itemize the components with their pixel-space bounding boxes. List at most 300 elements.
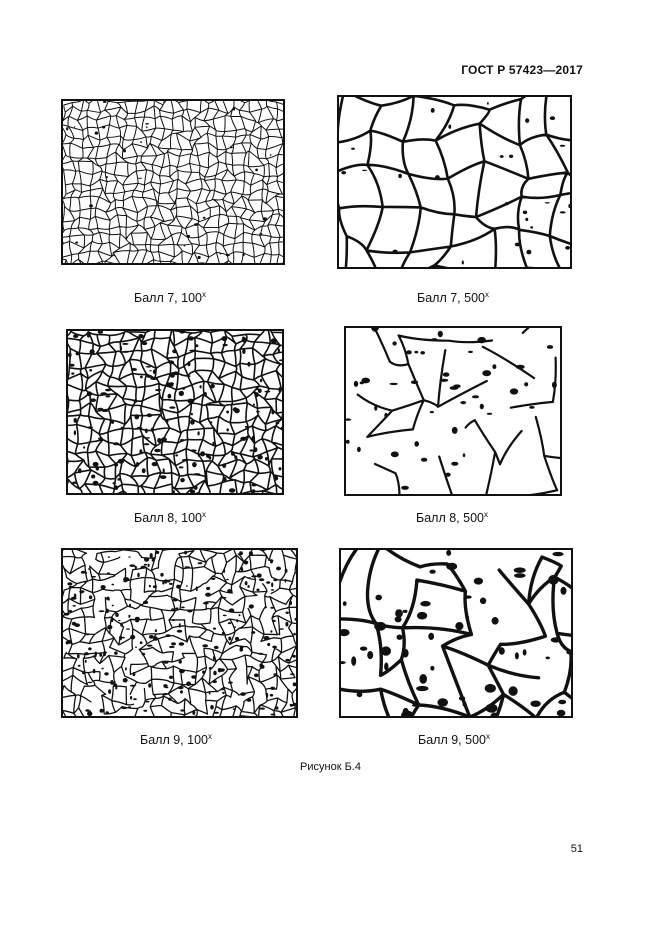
- dark-inclusion: [286, 612, 289, 614]
- dark-inclusion: [110, 680, 114, 685]
- dark-inclusion: [145, 123, 149, 125]
- dark-inclusion: [234, 626, 236, 628]
- dark-inclusion: [293, 682, 296, 686]
- dark-inclusion: [194, 223, 198, 226]
- dark-inclusion: [155, 629, 157, 632]
- dark-inclusion: [561, 587, 567, 595]
- dark-inclusion: [357, 692, 363, 697]
- dark-inclusion: [448, 125, 451, 129]
- dark-inclusion: [129, 564, 135, 567]
- dark-inclusion: [273, 579, 277, 581]
- dark-inclusion: [273, 673, 277, 676]
- dark-inclusion: [92, 655, 96, 657]
- dark-inclusion: [178, 686, 184, 689]
- dark-inclusion: [270, 630, 272, 632]
- dark-inclusion: [228, 637, 231, 641]
- dark-inclusion: [419, 674, 427, 684]
- dark-inclusion: [560, 145, 565, 147]
- dark-inclusion: [231, 452, 235, 455]
- dark-inclusion: [236, 619, 238, 622]
- dark-inclusion: [292, 655, 296, 658]
- dark-inclusion: [485, 684, 496, 693]
- dark-inclusion: [279, 467, 282, 470]
- dark-inclusion: [147, 645, 153, 647]
- caption-text: Балл 7, 500: [417, 291, 485, 305]
- dark-inclusion: [168, 698, 172, 701]
- dark-inclusion: [187, 361, 190, 366]
- dark-inclusion: [103, 652, 106, 657]
- dark-inclusion: [128, 706, 131, 708]
- dark-inclusion: [203, 217, 206, 219]
- dark-inclusion: [123, 149, 126, 152]
- dark-inclusion: [130, 696, 132, 700]
- dark-inclusion: [357, 447, 361, 452]
- dark-inclusion: [271, 338, 278, 343]
- dark-inclusion: [226, 579, 229, 581]
- dark-inclusion: [202, 671, 205, 674]
- dark-inclusion: [69, 586, 73, 589]
- dark-inclusion: [417, 612, 427, 620]
- dark-inclusion: [95, 132, 99, 135]
- dark-inclusion: [86, 633, 90, 635]
- micrograph-texture: [341, 550, 571, 716]
- dark-inclusion: [180, 690, 183, 693]
- dark-inclusion: [155, 389, 161, 391]
- grain-boundaries: [339, 97, 570, 267]
- dark-inclusion: [188, 336, 194, 340]
- dark-inclusion: [214, 646, 219, 649]
- dark-inclusion: [122, 637, 125, 639]
- dark-inclusion: [146, 366, 151, 368]
- dark-inclusion: [256, 388, 259, 390]
- dark-inclusion: [265, 606, 267, 608]
- dark-inclusion: [122, 343, 129, 345]
- dark-inclusion: [229, 608, 235, 612]
- dark-inclusion: [213, 656, 215, 660]
- dark-inclusion: [100, 392, 107, 395]
- figure-caption: Рисунок Б.4: [300, 761, 361, 773]
- dark-inclusion: [341, 171, 346, 174]
- dark-inclusion: [381, 646, 391, 655]
- dark-inclusion: [147, 375, 153, 378]
- dark-inclusion: [257, 455, 262, 460]
- dark-inclusion: [114, 485, 118, 490]
- dark-inclusion: [179, 391, 184, 396]
- dark-inclusion: [140, 566, 146, 569]
- dark-inclusion: [74, 623, 80, 627]
- dark-inclusion: [74, 126, 75, 127]
- dark-inclusion: [163, 101, 165, 103]
- dark-inclusion: [209, 456, 212, 460]
- dark-inclusion: [245, 426, 248, 428]
- dark-inclusion: [249, 449, 253, 451]
- dark-inclusion: [351, 656, 356, 666]
- dark-inclusion: [138, 178, 142, 179]
- dark-inclusion: [142, 342, 148, 345]
- dark-inclusion: [260, 665, 265, 669]
- dark-inclusion: [430, 411, 434, 413]
- dark-inclusion: [251, 631, 255, 634]
- dark-inclusion: [173, 371, 179, 375]
- dark-inclusion: [220, 253, 222, 254]
- dark-inclusion: [180, 478, 185, 482]
- dark-inclusion: [270, 694, 273, 697]
- dark-inclusion: [285, 659, 289, 662]
- dark-inclusion: [142, 468, 146, 473]
- dark-inclusion: [547, 345, 553, 349]
- dark-inclusion: [255, 169, 258, 172]
- dark-inclusion: [210, 421, 212, 423]
- dark-inclusion: [182, 459, 188, 462]
- dark-inclusion: [211, 578, 215, 580]
- dark-inclusion: [149, 635, 154, 639]
- dark-inclusion: [253, 404, 255, 406]
- dark-inclusion: [172, 619, 175, 621]
- dark-inclusion: [420, 601, 430, 607]
- dark-inclusion: [68, 640, 71, 644]
- dark-inclusion: [558, 700, 566, 705]
- dark-inclusion: [230, 146, 233, 148]
- dark-inclusion: [367, 651, 373, 659]
- dark-inclusion: [241, 567, 244, 572]
- dark-inclusion: [416, 686, 428, 691]
- dark-inclusion: [157, 438, 161, 443]
- dark-inclusion: [487, 413, 492, 415]
- dark-inclusion: [190, 449, 197, 451]
- dark-inclusion: [190, 420, 195, 425]
- dark-inclusion: [149, 585, 151, 588]
- dark-inclusion: [98, 438, 102, 440]
- dark-inclusion: [79, 590, 84, 593]
- dark-inclusion: [499, 647, 505, 654]
- dark-inclusion: [114, 683, 117, 686]
- dark-inclusion: [93, 462, 99, 467]
- dark-inclusion: [242, 349, 245, 354]
- dark-inclusion: [221, 336, 227, 341]
- dark-inclusion: [111, 421, 114, 424]
- dark-inclusion: [510, 388, 518, 394]
- dark-inclusion: [154, 377, 158, 379]
- dark-inclusion: [163, 468, 165, 473]
- dark-inclusion: [148, 595, 150, 597]
- dark-inclusion: [526, 250, 531, 255]
- dark-inclusion: [459, 696, 465, 700]
- dark-inclusion: [168, 360, 174, 364]
- dark-inclusion: [84, 652, 88, 655]
- dark-inclusion: [254, 673, 258, 677]
- dark-inclusion: [276, 422, 280, 425]
- dark-inclusion: [221, 688, 225, 690]
- dark-inclusion: [546, 657, 550, 660]
- dark-inclusion: [192, 710, 195, 715]
- caption-text: Балл 9, 500: [418, 733, 486, 747]
- dark-inclusion: [171, 642, 176, 645]
- dark-inclusion: [244, 561, 249, 565]
- dark-inclusion: [134, 399, 137, 403]
- dark-inclusion: [487, 102, 489, 105]
- dark-inclusion: [341, 629, 350, 636]
- dark-inclusion: [545, 202, 550, 203]
- dark-inclusion: [480, 404, 484, 410]
- dark-inclusion: [136, 462, 139, 467]
- dark-inclusion: [168, 394, 172, 399]
- dark-inclusion: [121, 707, 127, 709]
- dark-inclusion: [251, 484, 256, 487]
- dark-inclusion: [184, 566, 190, 568]
- dark-inclusion: [270, 687, 275, 690]
- dark-inclusion: [263, 217, 267, 220]
- dark-inclusion: [99, 653, 102, 657]
- dark-inclusion: [293, 633, 296, 636]
- dark-inclusion: [271, 714, 276, 716]
- dark-inclusion: [285, 622, 288, 627]
- dark-inclusion: [463, 702, 467, 707]
- dark-inclusion: [169, 676, 173, 679]
- micrograph-1-right: [337, 95, 572, 269]
- dark-inclusion: [152, 558, 155, 562]
- dark-inclusion: [509, 686, 518, 696]
- dark-inclusion: [123, 577, 129, 581]
- dark-inclusion: [200, 385, 202, 388]
- dark-inclusion: [123, 678, 128, 683]
- dark-inclusion: [285, 569, 288, 573]
- dark-inclusion: [465, 616, 469, 619]
- dark-inclusion: [384, 413, 387, 418]
- dark-inclusion: [209, 667, 212, 669]
- dark-inclusion: [515, 652, 519, 659]
- dark-inclusion: [222, 597, 227, 599]
- dark-inclusion: [362, 170, 367, 171]
- dark-inclusion: [172, 349, 177, 353]
- dark-inclusion: [169, 583, 173, 585]
- micrograph-caption-2-left: [80, 510, 260, 525]
- caption-text: Балл 8, 500: [416, 511, 484, 525]
- dark-inclusion: [160, 573, 163, 577]
- dark-inclusion: [431, 108, 435, 113]
- dark-inclusion: [256, 589, 259, 592]
- dark-inclusion: [150, 553, 153, 558]
- dark-inclusion: [179, 669, 185, 673]
- dark-inclusion: [397, 635, 403, 640]
- dark-inclusion: [210, 384, 215, 389]
- dark-inclusion: [530, 226, 533, 229]
- dark-inclusion: [112, 605, 114, 607]
- dark-inclusion: [290, 673, 295, 675]
- dark-inclusion: [251, 575, 257, 577]
- dark-inclusion: [64, 613, 70, 615]
- dark-inclusion: [274, 476, 278, 481]
- dark-inclusion: [105, 389, 111, 392]
- dark-inclusion: [278, 387, 281, 392]
- dark-inclusion: [119, 636, 122, 640]
- dark-inclusion: [101, 668, 103, 670]
- dark-inclusion: [89, 595, 92, 599]
- dark-inclusion: [99, 610, 105, 612]
- dark-inclusion: [222, 344, 227, 346]
- dark-inclusion: [391, 451, 399, 457]
- dark-inclusion: [89, 369, 92, 372]
- dark-inclusion: [72, 605, 76, 607]
- dark-inclusion: [210, 705, 214, 710]
- dark-inclusion: [233, 708, 236, 710]
- dark-inclusion: [346, 440, 350, 444]
- dark-inclusion: [88, 647, 92, 650]
- dark-inclusion: [229, 488, 235, 493]
- dark-inclusion: [371, 328, 379, 331]
- dark-inclusion: [169, 646, 175, 648]
- dark-inclusion: [117, 478, 120, 481]
- dark-inclusion: [166, 634, 171, 637]
- dark-inclusion: [198, 431, 200, 435]
- dark-inclusion: [187, 235, 191, 237]
- dark-inclusion: [451, 462, 458, 466]
- dark-inclusion: [198, 562, 203, 564]
- dark-inclusion: [548, 575, 559, 585]
- dark-inclusion: [96, 466, 99, 470]
- dark-inclusion: [289, 601, 292, 605]
- dark-inclusion: [194, 473, 201, 475]
- dark-inclusion: [281, 427, 282, 431]
- dark-inclusion: [88, 426, 94, 428]
- micrograph-caption-2-right: [362, 510, 542, 525]
- dark-inclusion: [523, 649, 527, 655]
- dark-inclusion: [420, 351, 425, 354]
- magnification-suffix: х: [201, 290, 206, 299]
- dark-inclusion: [82, 672, 86, 675]
- dark-inclusion: [254, 447, 258, 452]
- dark-inclusion: [91, 576, 96, 578]
- dark-inclusion: [68, 610, 72, 612]
- dark-inclusion: [270, 607, 274, 609]
- dark-inclusion: [76, 352, 80, 355]
- dark-inclusion: [167, 352, 169, 354]
- dark-inclusion: [222, 632, 225, 635]
- dark-inclusion: [222, 463, 226, 468]
- dark-inclusion: [226, 411, 229, 414]
- dark-inclusion: [285, 579, 287, 583]
- dark-inclusion: [167, 581, 171, 583]
- dark-inclusion: [180, 630, 182, 633]
- dark-inclusion: [113, 482, 116, 484]
- dark-inclusion: [128, 556, 130, 557]
- dark-inclusion: [275, 706, 279, 709]
- dark-inclusion: [179, 660, 182, 664]
- dark-inclusion: [429, 570, 435, 574]
- dark-inclusion: [151, 428, 154, 432]
- dark-inclusion: [514, 573, 526, 578]
- dark-inclusion: [180, 709, 184, 711]
- dark-inclusion: [163, 684, 167, 688]
- dark-inclusion: [125, 667, 127, 670]
- dark-inclusion: [87, 333, 90, 337]
- dark-inclusion: [392, 341, 396, 345]
- dark-inclusion: [270, 559, 273, 563]
- dark-inclusion: [212, 442, 214, 446]
- dark-inclusion: [179, 642, 185, 645]
- grain-boundaries: [68, 331, 282, 493]
- dark-inclusion: [480, 598, 486, 605]
- dark-inclusion: [374, 405, 377, 411]
- dark-inclusion: [204, 392, 207, 397]
- dark-inclusion: [91, 475, 95, 479]
- dark-inclusion: [223, 569, 225, 573]
- dark-inclusion: [148, 564, 150, 567]
- dark-inclusion: [393, 250, 398, 254]
- dark-inclusion: [374, 622, 386, 631]
- dark-inclusion: [477, 337, 486, 343]
- dark-inclusion: [516, 365, 525, 369]
- dark-inclusion: [102, 410, 108, 412]
- dark-inclusion: [89, 204, 93, 207]
- dark-inclusion: [213, 680, 217, 683]
- dark-inclusion: [115, 613, 119, 617]
- micrograph-3-right: [339, 548, 573, 718]
- dark-inclusion: [437, 698, 448, 706]
- dark-inclusion: [113, 442, 120, 445]
- dark-inclusion: [113, 255, 115, 257]
- dark-inclusion: [226, 254, 230, 256]
- dark-inclusion: [414, 441, 419, 447]
- dark-inclusion: [341, 661, 346, 664]
- dark-inclusion: [343, 601, 347, 606]
- dark-inclusion: [453, 384, 460, 388]
- dark-inclusion: [164, 579, 167, 583]
- dark-inclusion: [107, 572, 110, 574]
- dark-inclusion: [264, 391, 270, 393]
- dark-inclusion: [143, 710, 147, 712]
- dark-inclusion: [145, 429, 148, 434]
- dark-inclusion: [138, 334, 143, 338]
- dark-inclusion: [492, 617, 499, 625]
- dark-inclusion: [160, 475, 167, 479]
- dark-inclusion: [272, 646, 277, 649]
- dark-inclusion: [153, 636, 158, 640]
- dark-inclusion: [438, 331, 443, 337]
- dark-inclusion: [346, 418, 351, 420]
- magnification-suffix: х: [201, 510, 206, 519]
- dark-inclusion: [486, 704, 498, 713]
- dark-inclusion: [227, 589, 232, 593]
- dark-inclusion: [260, 379, 262, 383]
- dark-inclusion: [198, 256, 201, 259]
- grain-boundaries: [63, 101, 283, 263]
- dark-inclusion: [398, 174, 402, 178]
- dark-inclusion: [351, 148, 355, 150]
- dark-inclusion: [360, 647, 367, 651]
- dark-inclusion: [431, 338, 437, 341]
- dark-inclusion: [90, 398, 96, 402]
- magnification-suffix: х: [485, 732, 490, 741]
- dark-inclusion: [205, 593, 211, 597]
- dark-inclusion: [144, 557, 149, 562]
- dark-inclusion: [223, 477, 226, 482]
- dark-inclusion: [460, 401, 466, 404]
- dark-inclusion: [155, 551, 159, 554]
- dark-inclusion: [179, 623, 181, 628]
- dark-inclusion: [74, 594, 77, 598]
- micrograph-2-right: [344, 326, 562, 496]
- dark-inclusion: [390, 383, 398, 385]
- dark-inclusion: [239, 614, 241, 616]
- dark-inclusion: [145, 701, 149, 703]
- dark-inclusion: [148, 683, 151, 687]
- dark-inclusion: [523, 211, 527, 215]
- dark-inclusion: [191, 413, 193, 416]
- dark-inclusion: [67, 582, 72, 585]
- dark-inclusion: [228, 622, 231, 624]
- dark-inclusion: [139, 449, 142, 454]
- page-number: 51: [570, 843, 583, 855]
